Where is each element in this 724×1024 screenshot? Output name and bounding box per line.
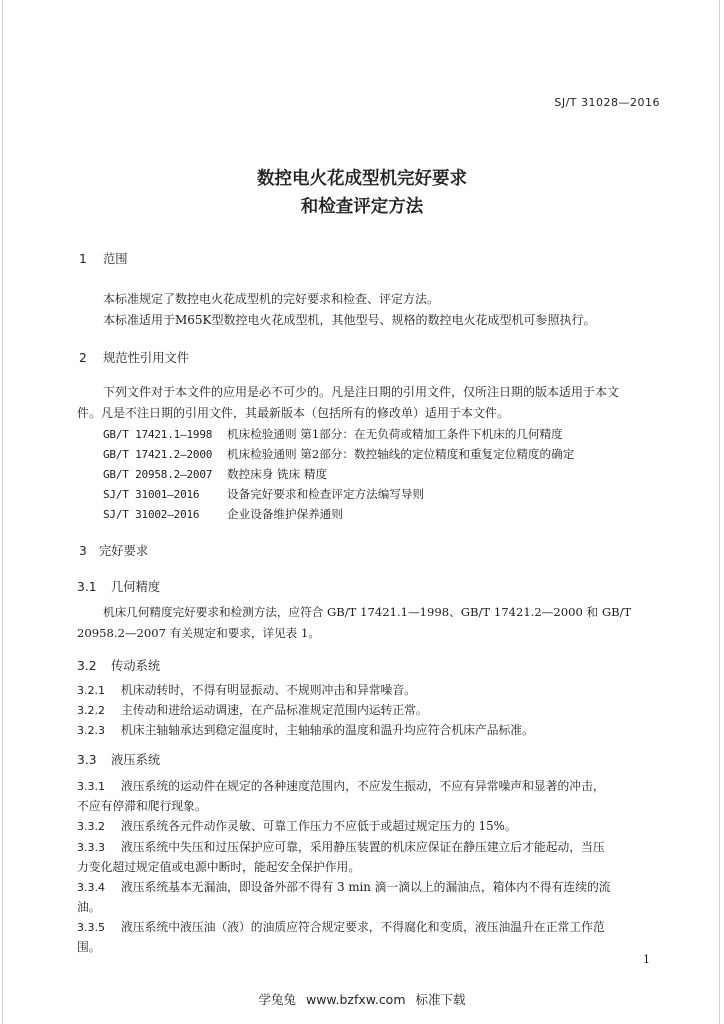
item-text: 液压系统中失压和过压保护应可靠，采用静压装置的机床应保证在静压建立后才能起动，当压 — [121, 840, 605, 854]
item-number: 3.2.1 — [77, 684, 105, 697]
reference-item — [103, 504, 343, 525]
item-text: 机床动转时，不得有明显振动、不规则冲击和异常噪音。 — [121, 683, 416, 697]
reference-item — [103, 464, 327, 485]
item-text: 液压系统基本无漏油，即设备外部不得有 3 min 滴一滴以上的漏油点，箱体内不得有连续的流 — [121, 880, 611, 894]
standard-number: SJ/T 31028—2016 — [554, 96, 660, 109]
list-item — [77, 720, 534, 741]
reference-title: 企业设备维护保养通则 — [227, 507, 343, 521]
list-item-continuation: 不应有停滞和爬行现象。 — [77, 799, 207, 813]
reference-title: 机床检验通则 第2部分：数控轴线的定位精度和重复定位精度的确定 — [227, 447, 575, 461]
item-number: 3.2.2 — [77, 704, 105, 717]
section-3-1-heading — [77, 577, 160, 595]
section-3-number: 3 — [79, 544, 87, 558]
list-item — [77, 837, 605, 858]
section-2-title: 规范性引用文件 — [103, 351, 190, 365]
item-text: 主传动和进给运动调速，在产品标准规定范围内运转正常。 — [121, 703, 428, 717]
section-3-1-paragraph-line1: 机床几何精度完好要求和检测方法，应符合 GB/T 17421.1—1998、GB/T 17421.2—2000 和 GB/T — [103, 605, 632, 619]
list-item — [77, 877, 611, 898]
document-title-line2: 和检查评定方法 — [300, 197, 424, 217]
item-number: 3.3.2 — [77, 820, 105, 833]
list-item-continuation: 围。 — [77, 940, 101, 954]
section-3-1-title: 几何精度 — [111, 580, 161, 594]
reference-title: 数控床身 铣床 精度 — [227, 467, 328, 481]
section-3-2-number: 3.2 — [77, 659, 97, 673]
item-number: 3.3.4 — [77, 881, 105, 894]
list-item — [77, 700, 428, 721]
item-number: 3.3.1 — [77, 780, 105, 793]
document-title-line1: 数控电火花成型机完好要求 — [257, 169, 467, 189]
reference-item — [103, 484, 424, 505]
section-2-paragraph-line1: 下列文件对于本文件的应用是必不可少的。凡是注日期的引用文件，仅所注日期的版本适用于本文 — [103, 385, 620, 399]
list-item — [77, 917, 605, 938]
section-1-paragraph-1: 本标准规定了数控电火花成型机的完好要求和检查、评定方法。 — [103, 292, 440, 306]
item-number: 3.3.5 — [77, 921, 105, 934]
list-item-continuation: 油。 — [77, 900, 101, 914]
section-1-heading — [79, 249, 128, 267]
reference-code: GB/T 17421.2—2000 — [103, 448, 213, 461]
list-item — [77, 680, 416, 701]
item-number: 3.3.3 — [77, 841, 105, 854]
section-3-1-number: 3.1 — [77, 580, 97, 594]
reference-code: SJ/T 31002—2016 — [103, 508, 200, 521]
reference-code: SJ/T 31001—2016 — [103, 488, 200, 501]
list-item — [77, 816, 517, 837]
section-2-heading — [79, 348, 189, 366]
section-3-2-title: 传动系统 — [111, 659, 161, 673]
reference-title: 设备完好要求和检查评定方法编写导则 — [227, 487, 425, 501]
item-text: 液压系统中液压油（液）的油质应符合规定要求，不得腐化和变质，液压油温升在正常工作范 — [121, 920, 605, 934]
item-text: 液压系统的运动件在规定的各种速度范围内，不应发生振动，不应有异常噪声和显著的冲击， — [121, 779, 605, 793]
section-1-number: 1 — [79, 252, 87, 266]
reference-item — [103, 424, 563, 445]
section-3-title: 完好要求 — [99, 544, 149, 558]
section-3-3-number: 3.3 — [77, 753, 97, 767]
page-number: 1 — [643, 953, 650, 966]
list-item — [77, 776, 605, 797]
footer-watermark-link[interactable]: 学兔兔 www.bzfxw.com 标准下载 — [258, 992, 466, 1007]
section-3-3-heading — [77, 750, 160, 768]
item-number: 3.2.3 — [77, 724, 105, 737]
reference-item — [103, 444, 574, 465]
section-2-number: 2 — [79, 351, 87, 365]
section-2-paragraph-line2: 件。凡是不注日期的引用文件，其最新版本（包括所有的修改单）适用于本文件。 — [77, 406, 510, 420]
section-3-2-heading — [77, 656, 160, 674]
item-text: 液压系统各元件动作灵敏、可靠工作压力不应低于或超过规定压力的 15%。 — [121, 819, 517, 833]
section-3-3-title: 液压系统 — [111, 753, 161, 767]
section-3-heading — [79, 541, 148, 559]
section-1-paragraph-2: 本标准适用于M65K型数控电火花成型机，其他型号、规格的数控电火花成型机可参照执行。 — [103, 313, 596, 327]
reference-code: GB/T 17421.1—1998 — [103, 428, 213, 441]
reference-title: 机床检验通则 第1部分：在无负荷或精加工条件下机床的几何精度 — [227, 427, 563, 441]
list-item-continuation: 力变化超过规定值或电源中断时，能起安全保护作用。 — [77, 860, 361, 874]
reference-code: GB/T 20958.2—2007 — [103, 468, 213, 481]
item-text: 机床主轴轴承达到稳定温度时，主轴轴承的温度和温升均应符合机床产品标准。 — [121, 723, 534, 737]
section-3-1-paragraph-line2: 20958.2—2007 有关规定和要求，详见表 1。 — [77, 626, 320, 640]
section-1-title: 范围 — [103, 252, 128, 266]
